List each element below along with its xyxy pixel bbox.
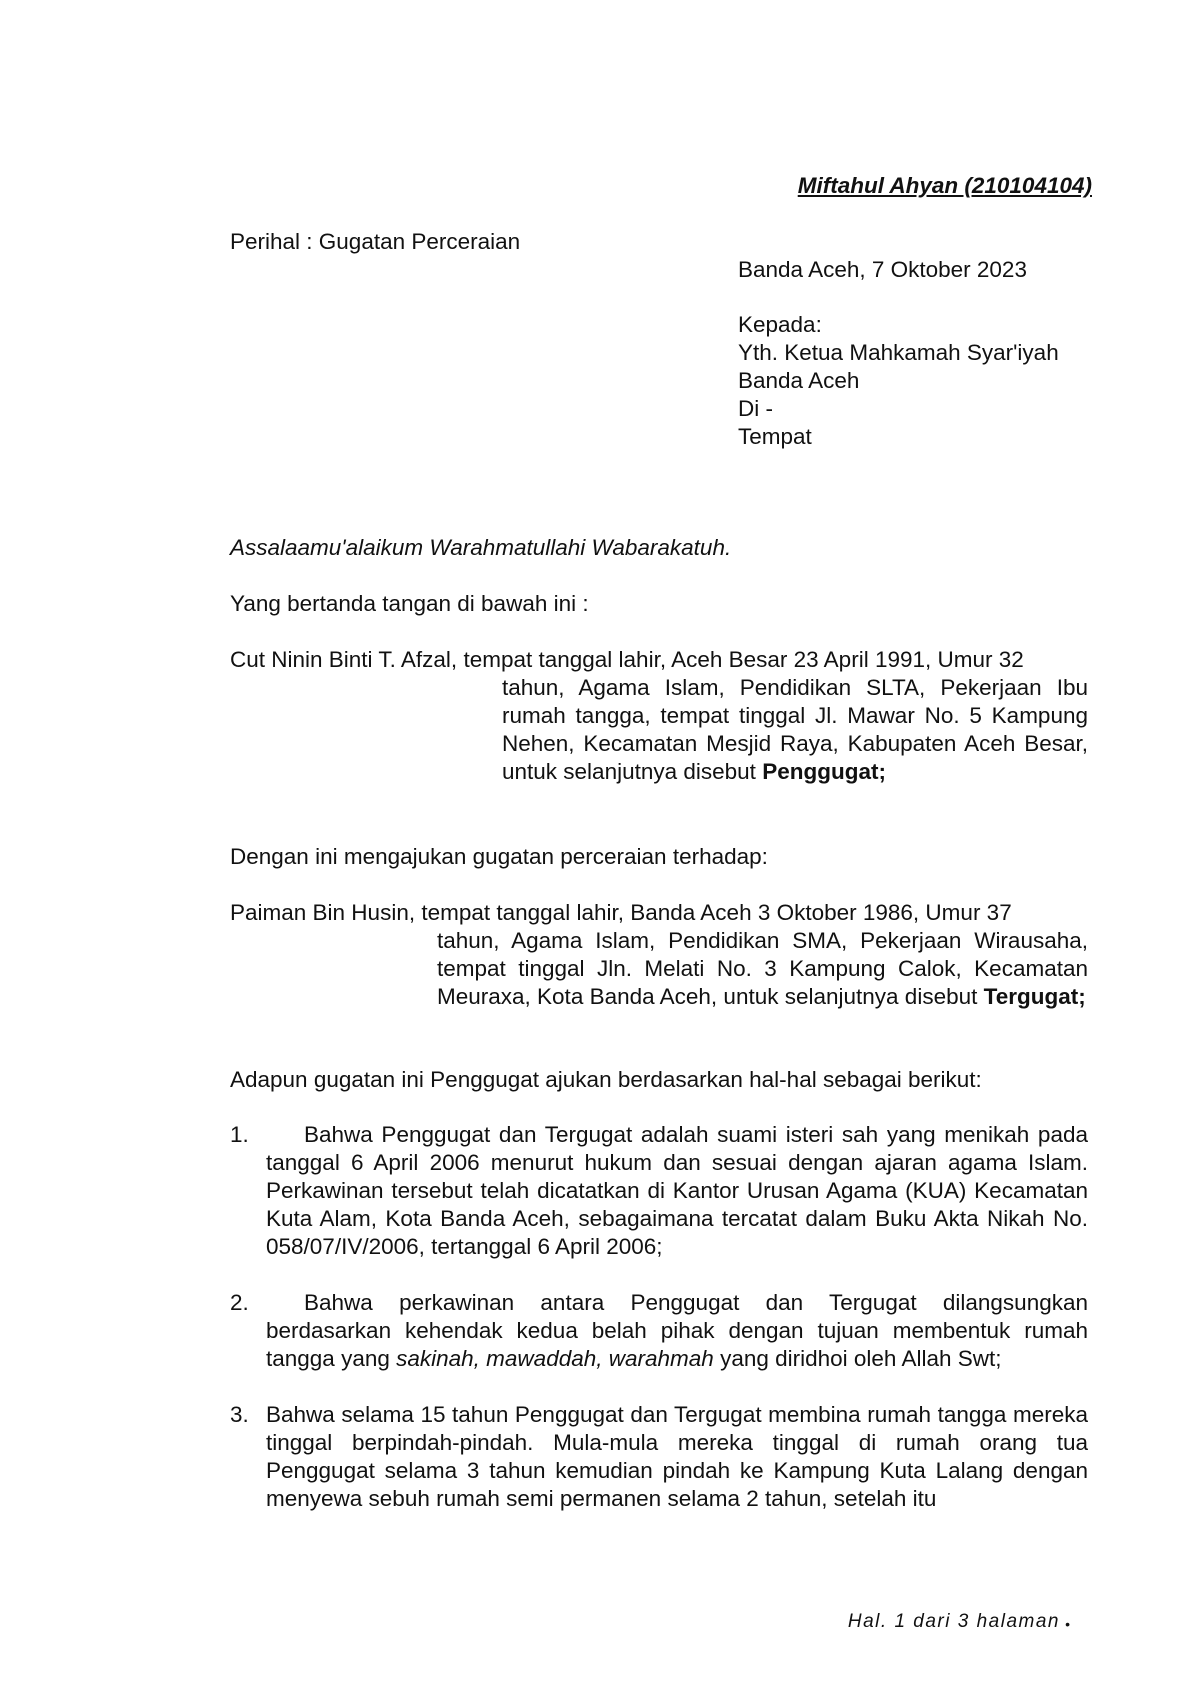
defendant-details bbox=[437, 927, 1088, 1011]
plaintiff-role: Penggugat; bbox=[762, 759, 886, 784]
defendant-identity bbox=[230, 899, 1088, 1011]
plaintiff-first-line: Cut Ninin Binti T. Afzal, tempat tanggal lahir, Aceh Besar 23 April 1991, Umur 32 bbox=[230, 647, 1024, 672]
defendant-details-text: tahun, Agama Islam, Pendidikan SMA, Pekerjaan Wirausaha, tempat tinggal Jln. Melati No. 3 Kampung Calok, Kecamatan Meuraxa, Kota Banda Aceh, untuk selanjutnya disebut bbox=[437, 928, 1088, 1009]
plaintiff-details-text: tahun, Agama Islam, Pendidikan SLTA, Pekerjaan Ibu rumah tangga, tempat tinggal Jl. Mawar No. 5 Kampung Nehen, Kecamatan Mesjid Raya, Kabupaten Aceh Besar, untuk selanjutnya disebut bbox=[502, 675, 1088, 784]
recipient-line: Banda Aceh bbox=[738, 368, 860, 393]
list-item-text-italic: sakinah, mawaddah, warahmah bbox=[396, 1346, 714, 1371]
list-item-number: 1. bbox=[230, 1122, 249, 1147]
greeting: Assalaamu'alaikum Warahmatullahi Wabarakatuh. bbox=[230, 535, 732, 560]
list-item-text: Bahwa selama 15 tahun Penggugat dan Tergugat membina rumah tangga mereka tinggal berpindah-pindah. Mula-mula mereka tinggal di rumah orang tua Penggugat selama 3 tahun kemudian pindah ke Kampung Kuta Lalang dengan menyewa sebuh rumah semi permanen selama 2 tahun, setelah itu bbox=[266, 1402, 1088, 1511]
list-item-text bbox=[266, 1289, 1088, 1373]
intro-line: Yang bertanda tangan di bawah ini : bbox=[230, 591, 589, 616]
plaintiff-identity bbox=[230, 646, 1088, 786]
bridge-line: Dengan ini mengajukan gugatan perceraian terhadap: bbox=[230, 844, 768, 869]
page-number-footer: Hal. 1 dari 3 halaman bbox=[847, 1611, 1060, 1632]
author-header: Miftahul Ahyan (210104104) bbox=[797, 173, 1092, 198]
recipient-line: Kepada: bbox=[738, 312, 822, 337]
list-item bbox=[230, 1121, 1088, 1261]
defendant-first-line: Paiman Bin Husin, tempat tanggal lahir, Banda Aceh 3 Oktober 1986, Umur 37 bbox=[230, 900, 1012, 925]
recipient-line: Yth. Ketua Mahkamah Syar'iyah bbox=[738, 340, 1059, 365]
plaintiff-details bbox=[502, 674, 1088, 786]
recipient-address bbox=[738, 311, 1059, 451]
date-line: Banda Aceh, 7 Oktober 2023 bbox=[738, 257, 1027, 282]
list-item-number: 3. bbox=[230, 1402, 249, 1427]
list-item-number: 2. bbox=[230, 1290, 249, 1315]
recipient-line: Di - bbox=[738, 396, 773, 421]
defendant-role: Tergugat; bbox=[983, 984, 1086, 1009]
list-item bbox=[230, 1289, 1088, 1373]
footer-bullet-mark: • bbox=[1065, 1616, 1070, 1632]
recipient-line: Tempat bbox=[738, 424, 812, 449]
list-item-text: Bahwa Penggugat dan Tergugat adalah suami isteri sah yang menikah pada tanggal 6 April 2006 menurut hukum dan sesuai dengan ajaran agama Islam. Perkawinan tersebut telah dicatatkan di Kantor Urusan Agama (KUA) Kecamatan Kuta Alam, Kota Banda Aceh, sebagaimana tercatat dalam Buku Akta Nikah No. 058/07/IV/2006, tertanggal 6 April 2006; bbox=[266, 1122, 1088, 1259]
basis-intro: Adapun gugatan ini Penggugat ajukan berdasarkan hal-hal sebagai berikut: bbox=[230, 1067, 982, 1092]
subject-line: Perihal : Gugatan Perceraian bbox=[230, 229, 521, 254]
list-item-text-part: yang diridhoi oleh Allah Swt; bbox=[713, 1346, 1002, 1371]
list-item bbox=[230, 1401, 1088, 1513]
list-item-text-part: Bahwa perkawinan antara Penggugat dan Tergugat dilangsungkan berdasarkan kehendak kedua belah pihak dengan tujuan membentuk rumah tangga yang bbox=[266, 1290, 1088, 1371]
